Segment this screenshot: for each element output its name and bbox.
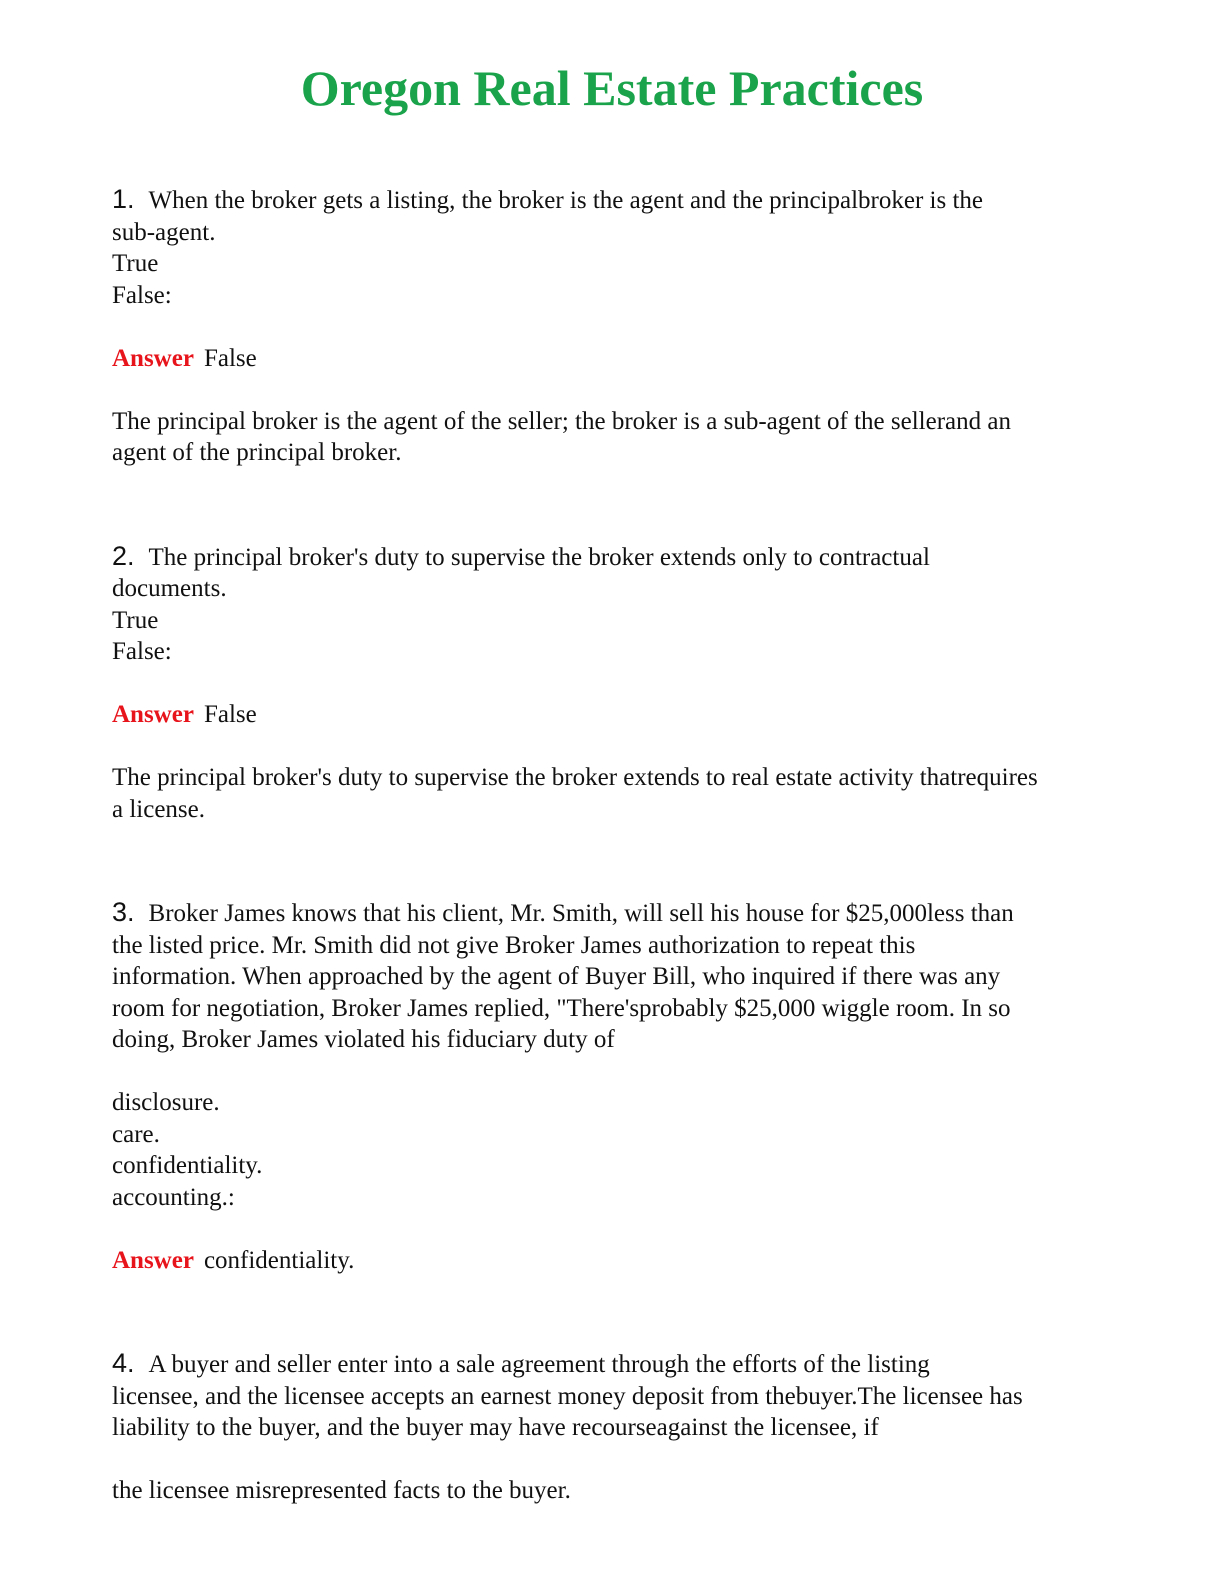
option-item: accounting.: (112, 1183, 235, 1211)
explanation-line: The principal broker's duty to supervise the broker extends to real estate activity thatrequires (112, 764, 1038, 791)
option-false: False: (112, 281, 172, 309)
option-item: care. (112, 1120, 160, 1148)
question-stem: 4. A buyer and seller enter into a sale agreement through the efforts of the listing (112, 1348, 930, 1378)
page-title: Oregon Real Estate Practices (300, 60, 924, 116)
answer-line (112, 1245, 1112, 1277)
question-number: 1. (112, 184, 135, 214)
answer-label: Answer (112, 701, 194, 728)
answer-label: Answer (112, 344, 194, 372)
option-item: disclosure. (112, 1089, 220, 1116)
option-item: confidentiality. (112, 1152, 263, 1179)
option-true: True (112, 250, 159, 277)
answer-value: confidentiality. (203, 1246, 355, 1274)
explanation-line: agent of the principal broker. (112, 439, 402, 466)
question-list (112, 184, 1112, 1507)
question-stem-line: documents. (112, 575, 227, 602)
question-stem: 3. Broker James knows that his client, Mr. Smith, will sell his house for $25,000less than (112, 897, 1014, 927)
answer-value: False (203, 701, 257, 728)
question-stem-line: the listed price. Mr. Smith did not give Broker James authorization to repeat this (112, 931, 916, 959)
question-4 (112, 1348, 1112, 1507)
question-stem: 2. The principal broker's duty to supervise the broker extends only to contractual (112, 540, 930, 571)
question-stem-line: doing, Broker James violated his fiduciary duty of (112, 1026, 615, 1053)
question-3 (112, 897, 1112, 1276)
question-stem: 1. When the broker gets a listing, the broker is the agent and the principalbroker is the (112, 184, 983, 214)
option-false: False: (112, 638, 172, 665)
option-item: the licensee misrepresented facts to the buyer. (112, 1477, 571, 1504)
explanation-line: The principal broker is the agent of the seller; the broker is a sub-agent of the sellerand an (112, 407, 1011, 435)
question-stem-line: room for negotiation, Broker James replied, "There'sprobably $25,000 wiggle room. In so (112, 994, 1011, 1022)
question-stem-line: sub-agent. (112, 218, 216, 246)
question-stem-line: licensee, and the licensee accepts an earnest money deposit from thebuyer.The licensee has (112, 1382, 1023, 1410)
question-stem-line: liability to the buyer, and the buyer may have recourseagainst the licensee, if (112, 1414, 879, 1441)
answer-line (112, 699, 1112, 731)
question-1 (112, 184, 1112, 469)
answer-line (112, 343, 1112, 375)
question-number: 3. (112, 897, 135, 927)
option-true: True (112, 606, 159, 634)
explanation-line: a license. (112, 795, 206, 823)
question-number: 4. (112, 1348, 135, 1378)
answer-label: Answer (112, 1246, 194, 1274)
answer-value: False (203, 344, 257, 372)
question-number: 2. (112, 540, 135, 571)
question-stem-line: information. When approached by the agent of Buyer Bill, who inquired if there was any (112, 963, 1001, 990)
question-2 (112, 541, 1112, 826)
